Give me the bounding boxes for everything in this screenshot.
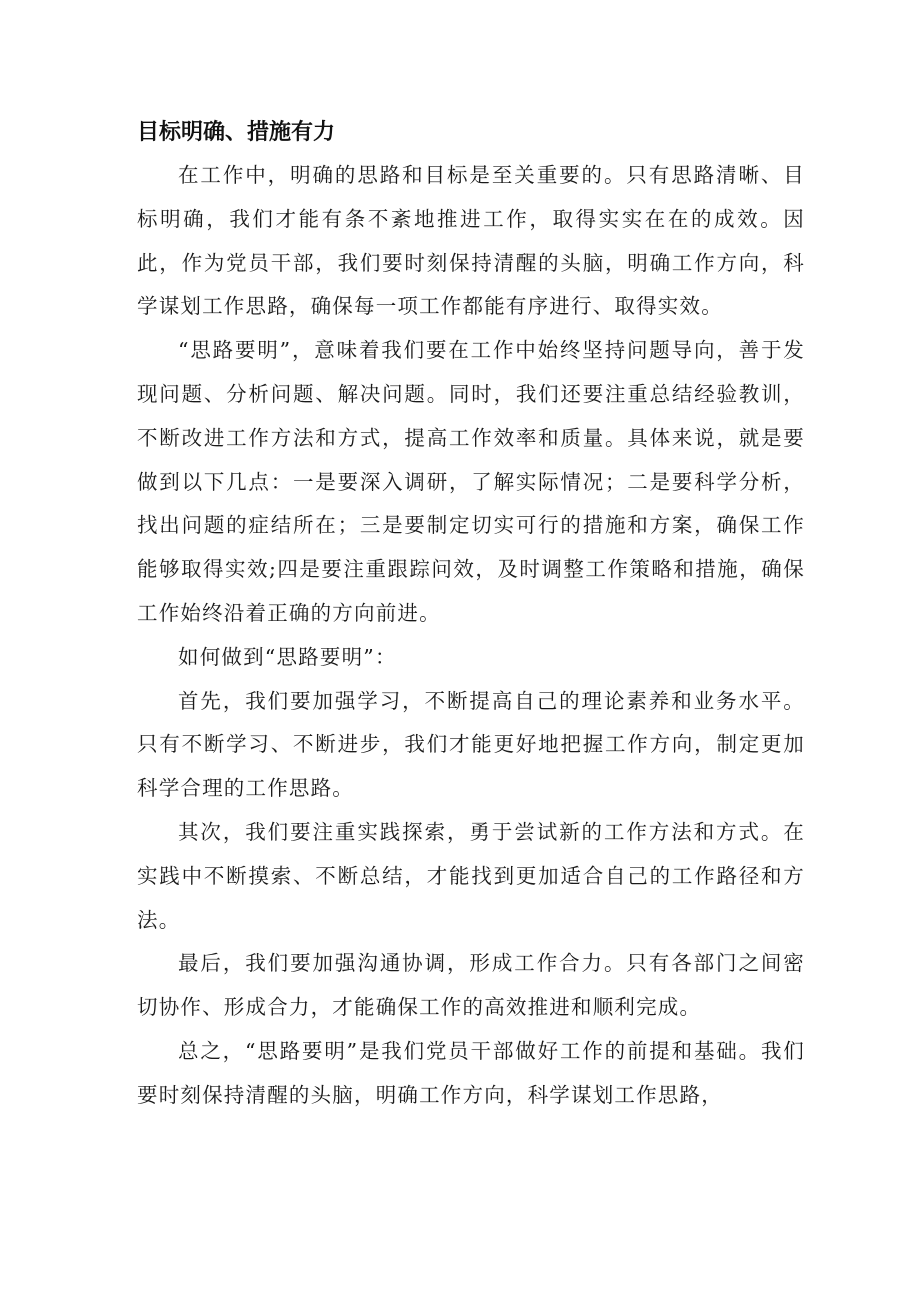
paragraph-second: 其次，我们要注重实践探索，勇于尝试新的工作方法和方式。在实践中不断摸索、不断总结，才能找到更加适合自己的工作路径和方法。	[137, 819, 805, 932]
paragraph-intro: 在工作中，明确的思路和目标是至关重要的。只有思路清晰、目标明确，我们才能有条不紊地推进工作，取得实实在在的成效。因此，作为党员干部，我们要时刻保持清醒的头脑，明确工作方向，科学谋划工作思路，确保每一项工作都能有序进行、取得实效。	[137, 163, 805, 319]
paragraph-last: 最后，我们要加强沟通协调，形成工作合力。只有各部门之间密切协作、形成合力，才能确保工作的高效推进和顺利完成。	[137, 951, 805, 1020]
document-body	[137, 112, 805, 1118]
paragraph-how-to: 如何做到“思路要明”：	[178, 644, 397, 669]
paragraph-first: 首先，我们要加强学习，不断提高自己的理论素养和业务水平。只有不断学习、不断进步，我们才能更好地把握工作方向，制定更加科学合理的工作思路。	[137, 688, 805, 801]
paragraph-conclusion: 总之，“思路要明”是我们党员干部做好工作的前提和基础。我们要时刻保持清醒的头脑，明确工作方向，科学谋划工作思路，	[137, 1038, 805, 1107]
paragraph-meaning: “思路要明”，意味着我们要在工作中始终坚持问题导向，善于发现问题、分析问题、解决问题。同时，我们还要注重总结经验教训，不断改进工作方法和方式，提高工作效率和质量。具体来说，就是要做到以下几点：一是要深入调研，了解实际情况；二是要科学分析，找出问题的症结所在；三是要制定切实可行的措施和方案，确保工作能够取得实效;四是要注重跟踪问效，及时调整工作策略和措施，确保工作始终沿着正确的方向前进。	[137, 338, 805, 625]
section-heading: 目标明确、措施有力	[137, 120, 336, 145]
